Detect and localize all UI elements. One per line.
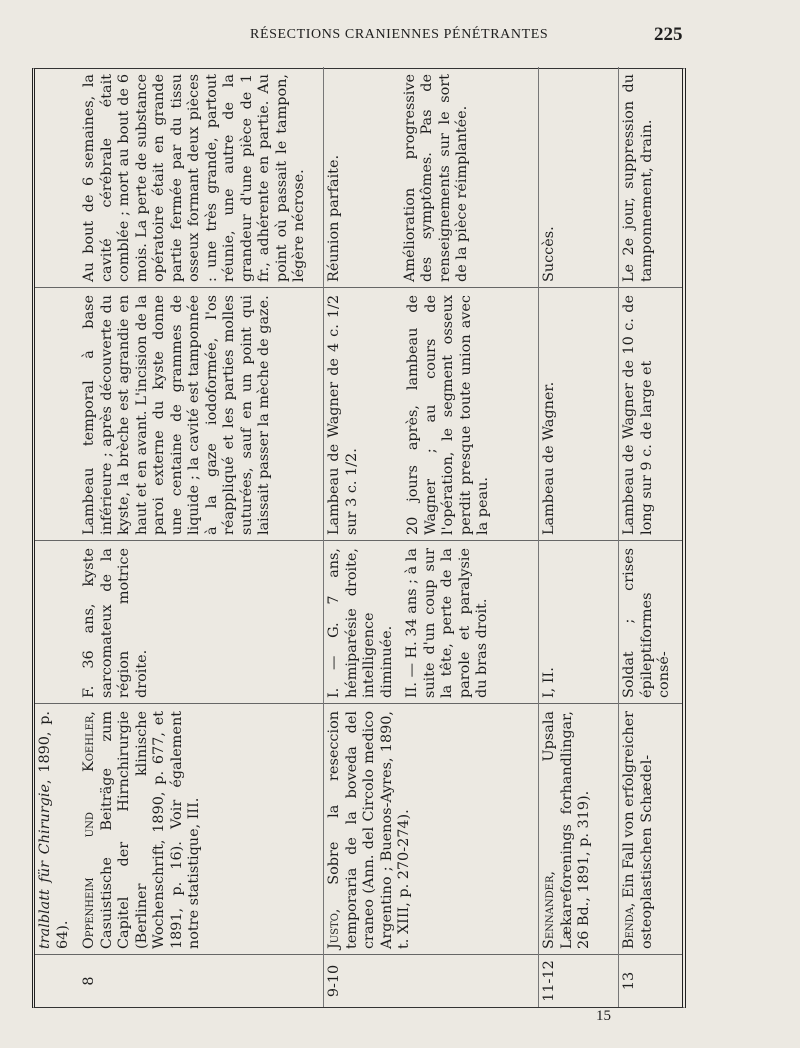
table-row <box>79 67 323 1007</box>
running-title: RÉSECTIONS CRANIENNES PÉNÉTRANTES <box>250 27 549 42</box>
row-number: 8 <box>81 976 97 986</box>
table-row <box>538 67 618 1007</box>
operation <box>324 288 538 541</box>
journal-title: tralblatt für Chirurgie <box>37 784 53 949</box>
reference-detail: , 1890, p. 64). <box>37 711 71 949</box>
operation: Lambeau de Wagner de 10 c. de long sur 9 c. de large et <box>621 295 655 535</box>
table-row <box>618 67 682 1007</box>
row-number: 9-10 <box>326 964 342 998</box>
author-reference <box>619 704 682 955</box>
observation-second: II. — H. 34 ans ; à la suite d'un coup sur la tête, perte de la parole et paralysie du bras droit. <box>404 548 490 698</box>
rotated-table <box>32 68 686 1008</box>
rotated-table-frame <box>32 68 686 1008</box>
reference-detail: , Casuistische Beiträge zum Capitel der Hirnchirurgie (Berliner klinische Wochenschrift, 1890, p. 677, et 1891, p. 16). Voir également notre statistique, III. <box>81 711 202 949</box>
author-name: Sennander <box>541 875 557 949</box>
observation <box>324 541 538 704</box>
operation: Lambeau de Wagner. <box>541 381 557 535</box>
reference-detail: , Ein Fall von erfolgreicher osteoplastischen Schædel- <box>621 711 655 949</box>
row-number: 13 <box>621 971 637 991</box>
result-second: Amélioration progressive des symptômes. Pas de renseignements sur le sort de la pièce réimplantée. <box>401 74 470 282</box>
observation-table <box>32 68 686 1008</box>
operation <box>35 288 79 541</box>
result: Succès. <box>541 226 557 282</box>
author-reference <box>79 704 323 955</box>
reference-detail: , Sobre la reseccion temporaria de la boveda del craneo (Ann. del Circolo medico Argentino ; Buenos-Ayres, 1890, t. XIII, p. 270-274). <box>326 711 412 949</box>
table-row <box>323 67 538 1007</box>
page-number: 225 <box>654 24 683 45</box>
author-name: Oppenheim und Koehler <box>81 715 97 949</box>
printer-signature: 15 <box>596 1008 611 1024</box>
operation-second: 20 jours après, lambeau de Wagner ; au cours de l'opération, le segment osseux perdit presque toute union avec la peau. <box>405 295 491 535</box>
result: Au bout de 6 semaines, la cavité cérébrale était comblée ; mort au bout de 6 mois. La perte de substance opératoire était en grande partie fermée par du tissu osseux formant deux pièces : une très grande, partout réunie, une autre de la grandeur d'une pièce de 1 fr., adhérente en partie. Au point où passait le tampon, légère nécrose. <box>81 74 307 282</box>
observation <box>35 541 79 704</box>
result-first: Réunion parfaite. <box>326 154 342 282</box>
author-name: Justo <box>326 913 342 949</box>
result: Le 2e jour, suppression du tamponnement, drain. <box>621 74 655 282</box>
operation: Lambeau temporal à base inférieure ; après découverte du kyste, la brèche est agrandie en haut et en avant. L'incision de la paroi externe du kyste donne une centaine de grammes de liquide ; la cavité est tamponnée à la gaze iodoformée, l'os réappliqué et les parties molles suturées, sauf en un point qui laissait passer la mèche de gaze. <box>81 295 272 535</box>
author-reference <box>539 704 618 955</box>
reference-detail: , Upsala Lækareforenings forhandlingar, 26 Bd., 1891, p. 319). <box>541 711 592 949</box>
table-row <box>35 67 79 1007</box>
author-name: Benda <box>621 907 637 949</box>
author-reference <box>35 704 79 955</box>
operation-first: Lambeau de Wagner de 4 c. 1/2 sur 3 c. 1/2. <box>326 295 360 535</box>
row-number: 11-12 <box>541 960 557 1002</box>
author-reference <box>324 704 538 955</box>
row-number <box>35 955 79 1007</box>
observation: F. 36 ans, kyste sarcomateux de la région motrice droite. <box>81 548 150 698</box>
result <box>324 67 538 288</box>
observation: Soldat ; crises épileptiformes consé- <box>621 548 672 698</box>
observation: I, II. <box>541 667 557 698</box>
observation-first: I. — G. 7 ans, hémiparésie droite, intelligence diminuée. <box>326 548 395 698</box>
result <box>35 67 79 288</box>
